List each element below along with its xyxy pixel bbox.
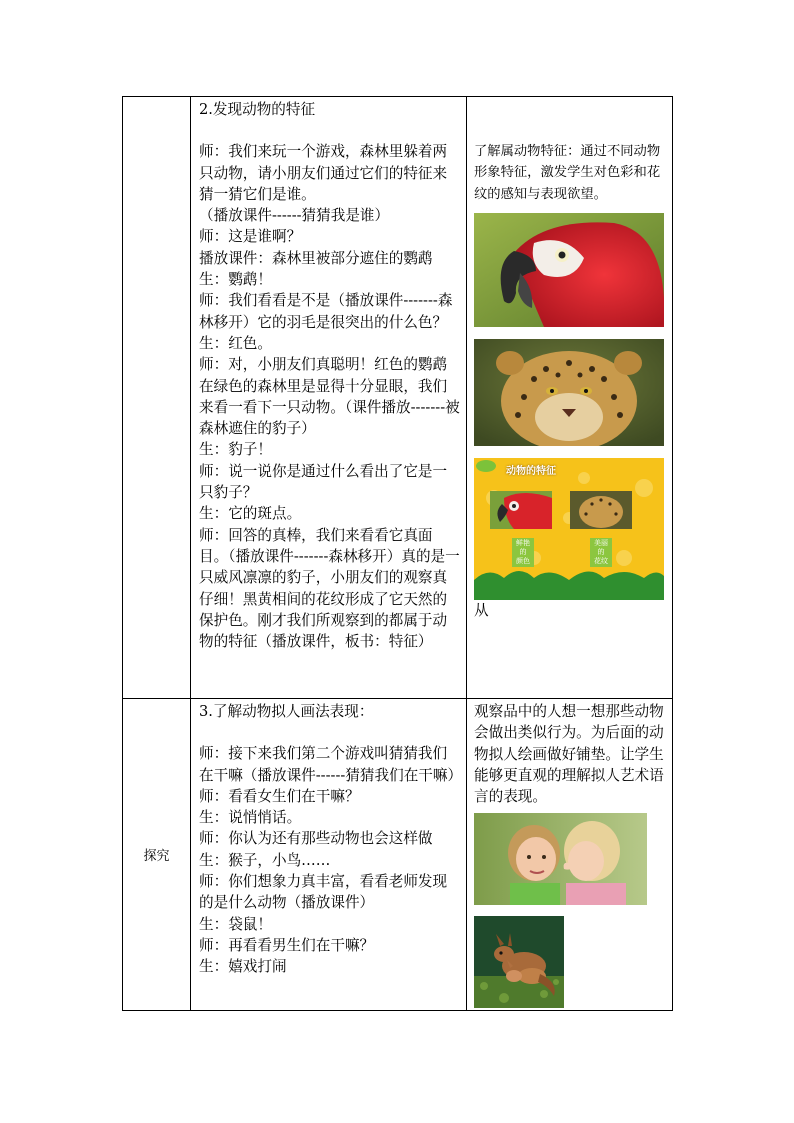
dialogue-line: 师：接下来我们第二个游戏叫猜猜我们在干嘛（播放课件------猜猜我们在干嘛） (199, 745, 463, 784)
leopard-photo (474, 339, 664, 446)
note-cell (467, 97, 673, 699)
stage-cell (123, 699, 191, 1011)
dialogue-line: 生：猴子，小鸟…… (199, 851, 331, 869)
dialogue-line: 生：豹子！ (199, 441, 272, 459)
dialogue-line: 师：我们来玩一个游戏，森林里躲着两只动物，请小朋友们通过它们的特征来猜一猜它们是谁。 (199, 143, 448, 203)
table-row (123, 699, 673, 1011)
dialogue-line: 师：说一说你是通过什么看出了它是一只豹子？ (199, 462, 448, 502)
dialogue-line: 生：嬉戏打闹 (199, 958, 287, 976)
dialogue-line: 生：红色。 (199, 334, 272, 352)
dialogue-line: 师：这是谁啊？ (199, 228, 302, 246)
note-cell (467, 699, 673, 1011)
lesson-plan-table (122, 96, 673, 1011)
dialogue-line: 师：你认为还有那些动物也会这样做 (199, 830, 433, 848)
note-tail: 从 (474, 601, 489, 619)
design-note: 了解属动物特征：通过不同动物形象特征，激发学生对色彩和花纹的感知与表现欲望。 (474, 144, 661, 202)
slide-left-caption: 鲜艳 的 颜色 (512, 538, 534, 567)
courseware-slide (474, 458, 664, 600)
dialogue-line: 师：对，小朋友们真聪明！红色的鹦鹉在绿色的森林里是显得十分显眼，我们来看一看下一只动物。（课件播放-------被森林遮住的豹子） (199, 356, 460, 438)
content-cell (191, 699, 467, 1011)
dialogue-line: 生：袋鼠！ (199, 915, 272, 933)
stage-label: 探究 (143, 849, 170, 865)
dialogue-line: 生：说悄悄话。 (199, 809, 302, 827)
section-heading: 2.发现动物的特征 (199, 101, 316, 118)
slide-title: 动物的特征 (506, 465, 556, 477)
parrot-photo (474, 213, 664, 327)
dialogue-line: （播放课件------猜猜我是谁） (199, 207, 390, 225)
dialogue-line: 生：鹦鹉！ (199, 271, 272, 289)
table-row (123, 97, 673, 699)
dialogue-line: 师：再看看男生们在干嘛？ (199, 936, 375, 954)
dialogue-line: 师：回答的真棒，我们来看看它真面目。（播放课件-------森林移开）真的是一只威风凛凛的豹子，小朋友们的观察真仔细！黑黄相间的花纹形成了它天然的保护色。刚才我们所观察到的都属于动物的特征（播放课件，板书：特征） (199, 526, 460, 651)
section-heading: 3.了解动物拟人画法表现： (199, 703, 374, 720)
dialogue-line: 师：你们想象力真丰富，看看老师发现的是什么动物（播放课件） (199, 873, 448, 912)
dialogue-line: 生：它的斑点。 (199, 505, 302, 523)
dialogue-line: 师：我们看看是不是（播放课件-------森林移开）它的羽毛是很突出的什么色？ (199, 292, 453, 331)
stage-cell (123, 97, 191, 699)
design-note: 观察品中的人想一想那些动物会做出类似行为。为后面的动物拟人绘画做好铺垫。让学生能够更直观的理解拟人艺术语言的表现。 (474, 703, 664, 806)
slide-right-caption: 美丽 的 花纹 (590, 538, 612, 567)
content-cell (191, 97, 467, 699)
whispering-girls-photo (474, 813, 647, 905)
kangaroo-photo (474, 916, 564, 1008)
dialogue-line: 播放课件：森林里被部分遮住的鹦鹉 (199, 249, 433, 267)
dialogue-line: 师：看看女生们在干嘛？ (199, 787, 360, 805)
